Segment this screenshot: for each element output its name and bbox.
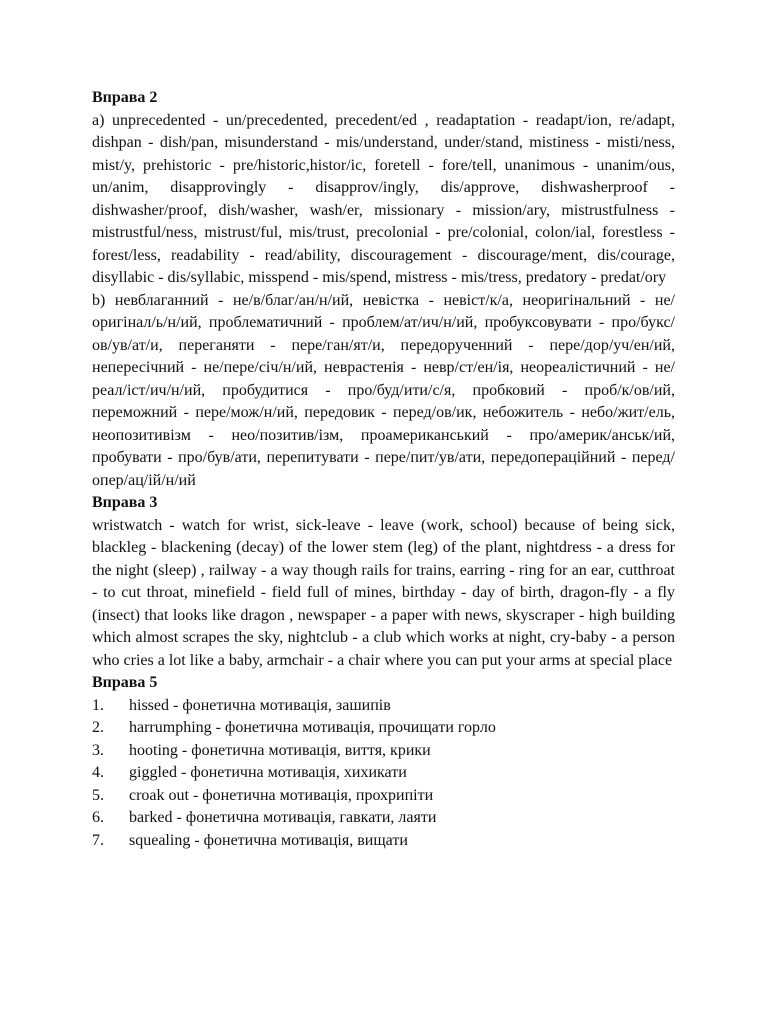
- list-item-text: giggled - фонетична мотивація, хихикати: [129, 764, 407, 781]
- exercise-5-heading: Вправа 5: [92, 674, 158, 691]
- list-item: [92, 830, 675, 853]
- list-item-text: hissed - фонетична мотивація, зашипів: [129, 696, 391, 714]
- exercise-2-part-a: a) unprecedented - un/precedented, precedent/ed , readaptation - readapt/ion, re/adapt, dishpan - dish/pan, misunderstand - mis/understand, under/stand, mistiness - misti/ness, mist/y, prehistoric - pre/historic,histor/ic, foretell - fore/tell, unanimous - unanim/ous, un/anim, disapprovingly - disapprov/ingly, dis/approve, dishwasherproof - dishwasher/proof, dish/washer, wash/er, missionary - mission/ary, mistrustfulness - mistrustful/ness, mistrust/ful, mis/trust, precolonial - pre/colonial, colon/ial, forestless - forest/less, readability - read/ability, discouragement - discourage/ment, dis/courage, disyllabic - dis/syllabic, misspend - mis/spend, mistress - mis/tress, predatory - predat/ory: [92, 111, 675, 286]
- exercise-3-heading: Вправа 3: [92, 494, 158, 511]
- list-item-text: barked - фонетична мотивація, гавкати, лаяти: [129, 809, 437, 826]
- list-item-number: 4.: [92, 764, 104, 781]
- list-item: [92, 695, 675, 718]
- list-item: [92, 785, 675, 808]
- list-item: [92, 807, 675, 830]
- list-item: [92, 717, 675, 740]
- list-item-number: 1.: [92, 696, 104, 714]
- list-item-text: hooting - фонетична мотивація, виття, крики: [129, 741, 431, 759]
- list-item-text: harrumphing - фонетична мотивація, прочищати горло: [129, 719, 496, 736]
- exercise-3-text: wristwatch - watch for wrist, sick-leave - leave (work, school) because of being sick, blackleg - blackening (decay) of the lower stem (leg) of the plant, nightdress - a dress for the night (sleep) , railway - a way though rails for trains, earring - ring for an ear, cutthroat - to cut throat, minefield - field full of mines, birthday - day of birth, dragon-fly - a fly (insect) that looks like dragon , newspaper - a paper with news, skyscraper - high building which almost scrapes the sky, nightclub - a club which works at night, cry-baby - a person who cries a lot like a baby, armchair - a chair where you can put your arms at special place: [92, 516, 675, 669]
- list-item-text: squealing - фонетична мотивація, вищати: [129, 831, 408, 849]
- list-item-number: 2.: [92, 719, 104, 736]
- list-item-number: 5.: [92, 786, 104, 804]
- list-item: [92, 740, 675, 763]
- exercise-2-heading: Вправа 2: [92, 89, 158, 106]
- list-item: [92, 762, 675, 785]
- exercise-5-list: [92, 695, 675, 853]
- list-item-number: 3.: [92, 741, 104, 759]
- document-page: [92, 87, 675, 852]
- list-item-number: 7.: [92, 831, 104, 849]
- list-item-text: croak out - фонетична мотивація, прохрипіти: [129, 786, 434, 804]
- exercise-2-part-b: b) невблаганний - не/в/благ/ан/н/ий, невістка - невіст/к/а, неоригінальний - не/оригінал/ь/н/ий, проблематичний - проблем/ат/ич/н/ий, пробуксовувати - про/букс/ов/ув/ат/и, переганяти - пере/ган/ят/и, передорученний - пере/дор/уч/ен/ий, непересічний - не/пере/січ/н/ий, неврастенія - невр/ст/ен/ія, неореалістичний - не/реал/іст/ич/н/ий, пробудитися - про/буд/ити/с/я, пробковий - проб/к/ов/ий, переможний - пере/мож/н/ий, передовик - перед/ов/ик, небожитель - небо/жит/ель, неопозитивізм - нео/позитив/ізм, проамериканський - про/америк/анськ/ий, пробувати - про/був/ати, перепитувати - пере/пит/ув/ати, передопераційний - перед/опер/ац/ій/н/ий: [92, 291, 675, 489]
- list-item-number: 6.: [92, 809, 104, 826]
